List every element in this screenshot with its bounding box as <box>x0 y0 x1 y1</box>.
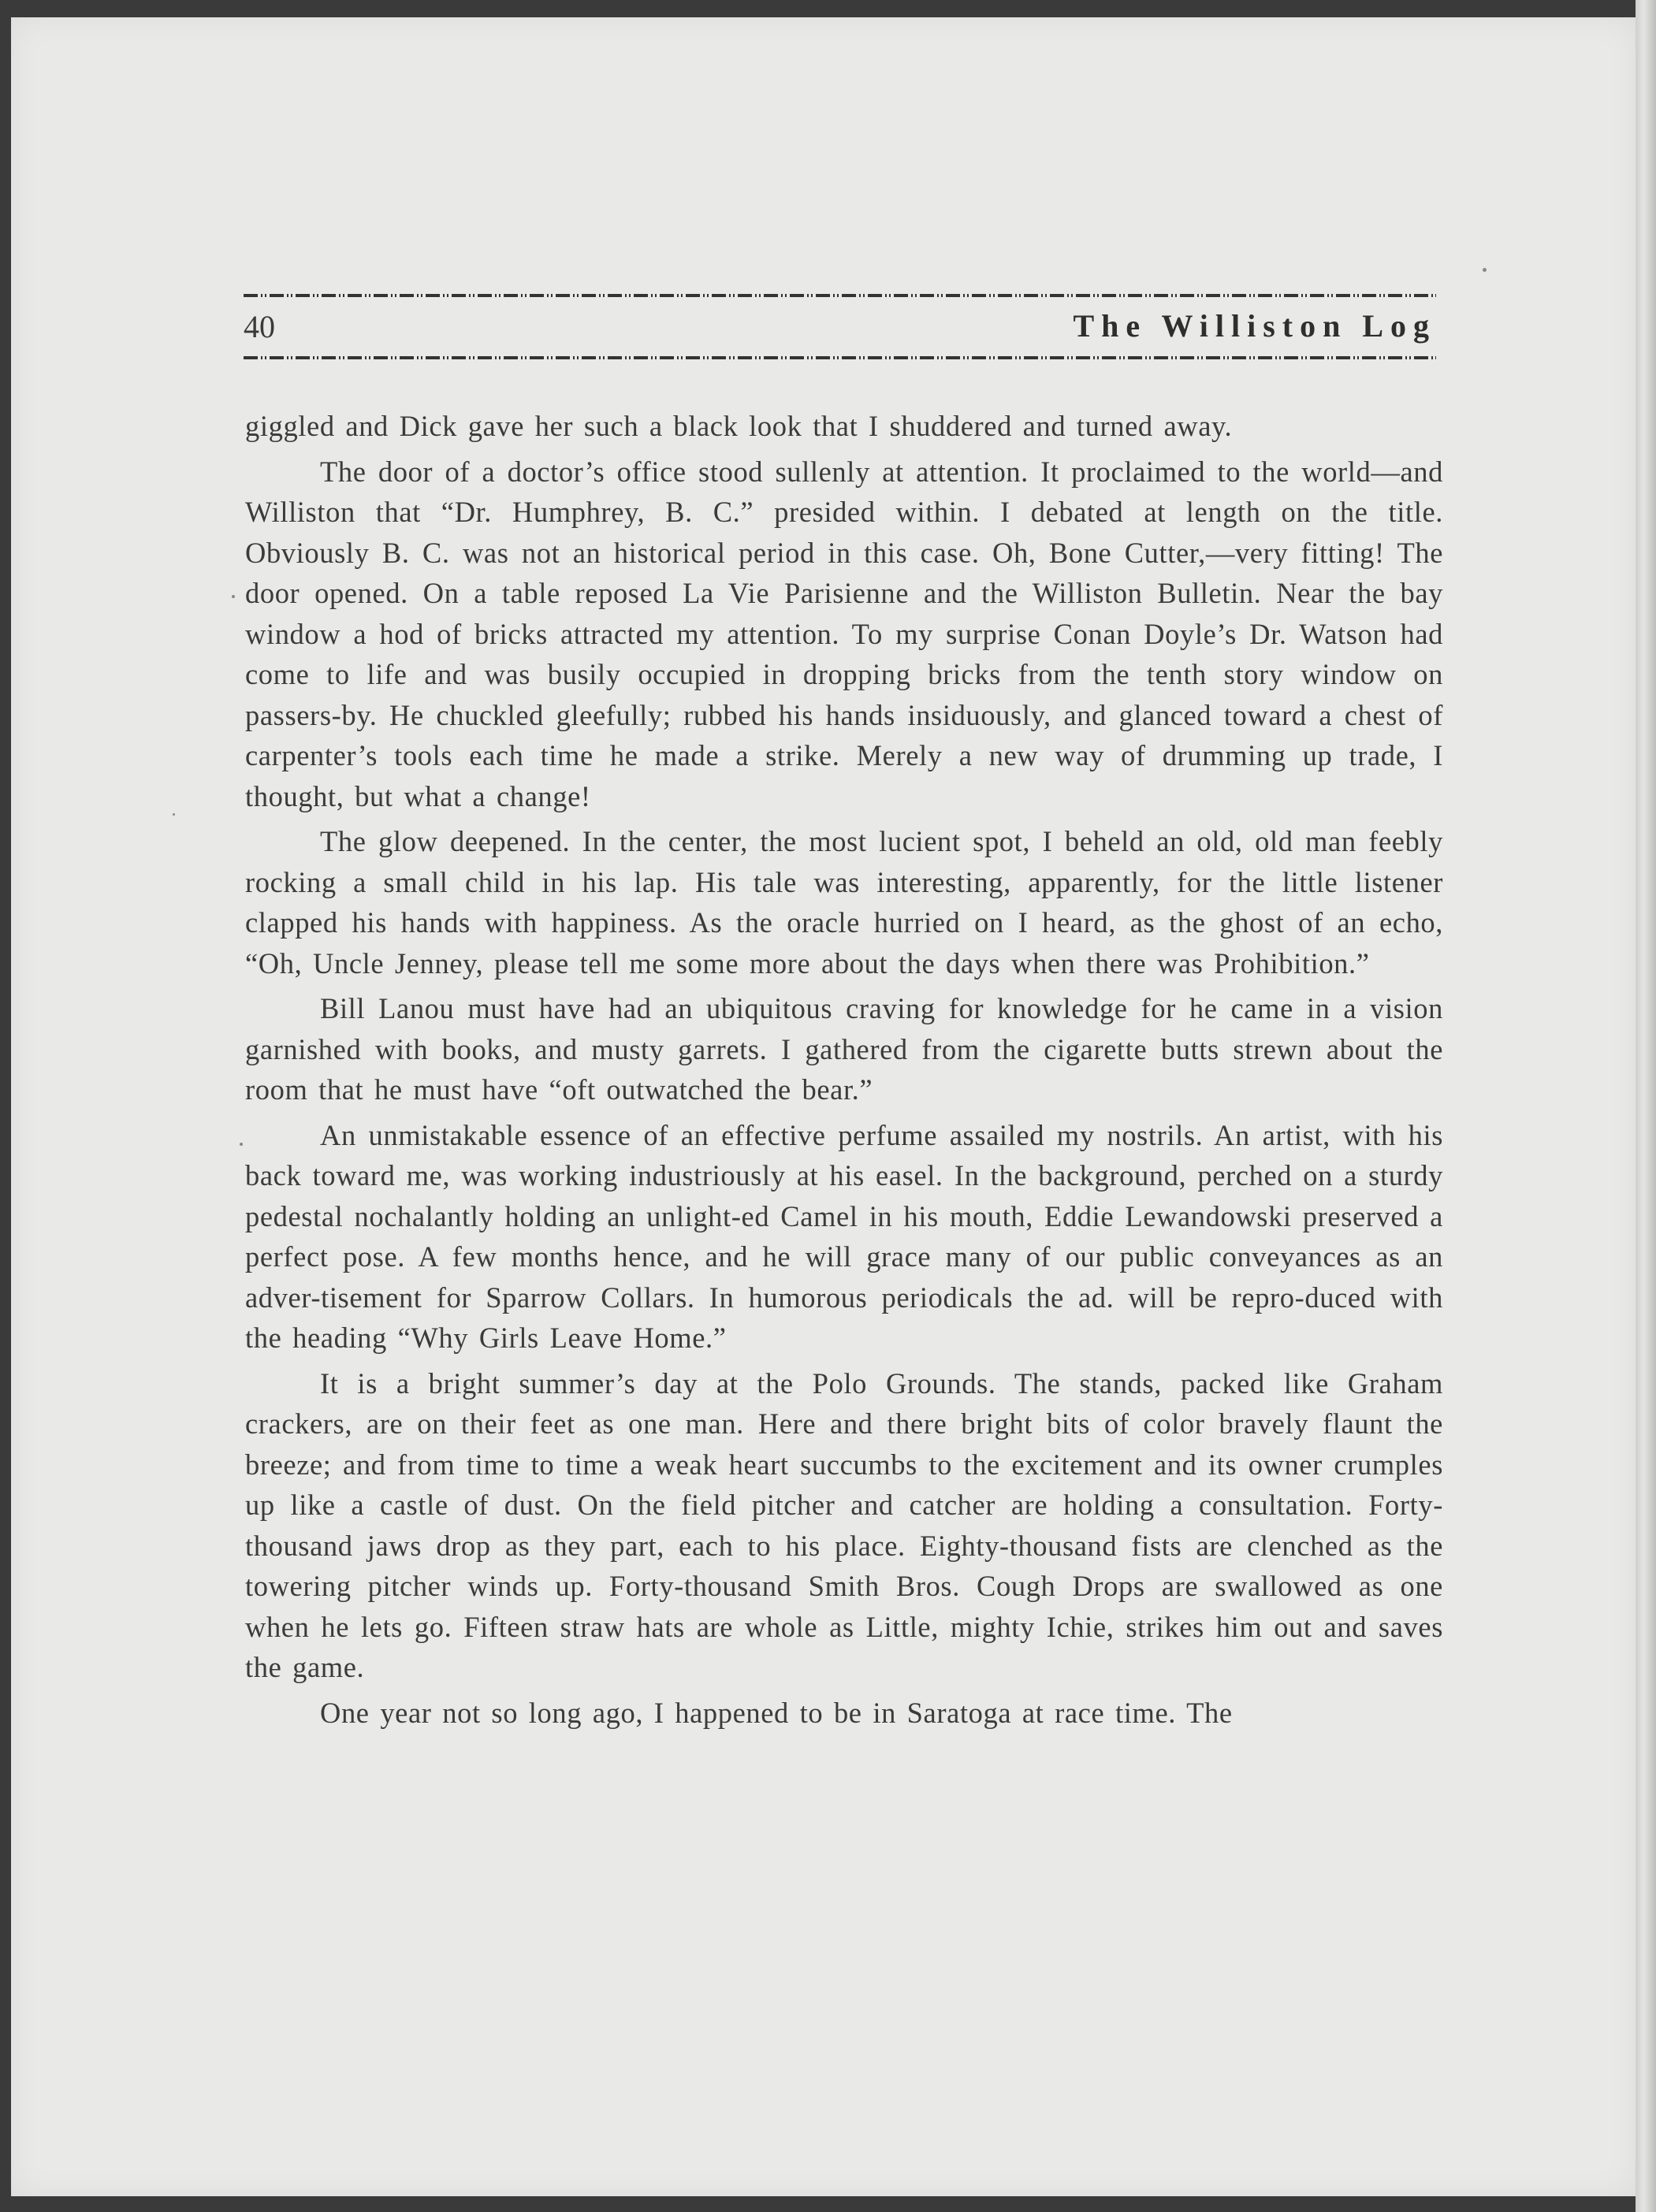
page-edge <box>1636 0 1656 2212</box>
paper-speck <box>232 595 235 598</box>
paragraph: The glow deepened. In the center, the most lucient spot, I beheld an old, old man feebly rocking a small child in his lap. His tale was interesting, apparently, for the little listener clapped his hands with happiness. As the oracle hurried on I heard, as the ghost of an echo, “Oh, Uncle Jenney, please tell me some more about the days when there was Prohibition.” <box>245 825 1443 980</box>
header-rule-top <box>244 292 1436 299</box>
paper-speck <box>1483 268 1487 272</box>
paragraph: Bill Lanou must have had an ubiquitous craving for knowledge for he came in a vision garnished with books, and musty garrets. I gathered from the cigarette butts strewn about the room that he must have “oft outwatched the bear.” <box>245 992 1443 1106</box>
running-header <box>244 284 1436 371</box>
article-body <box>245 406 1443 1733</box>
running-title: The Williston Log <box>1073 308 1436 344</box>
paragraph: An unmistakable essence of an effective perfume assailed my nostrils. An artist, with his back toward me, was working industriously at his easel. In the background, perched on a sturdy pedestal nochalantly holding an unlight-ed Camel in his mouth, Eddie Lewandowski preserved a perfect pose. A few months hence, and he will grace many of our public conveyances as an adver-tisement for Sparrow Collars. In humorous periodicals the ad. will be repro-duced with the heading “Why Girls Leave Home.” <box>245 1118 1443 1354</box>
paragraph: It is a bright summer’s day at the Polo Grounds. The stands, packed like Graham crackers, are on their feet as one man. Here and there bright bits of color bravely flaunt the breeze; and from time to time a weak heart succumbs to the excitement and its owner crumples up like a castle of dust. On the field pitcher and catcher are holding a consultation. Forty-thousand jaws drop as they part, each to his place. Eighty-thousand fists are clenched as the towering pitcher winds up. Forty-thousand Smith Bros. Cough Drops are swallowed as one when he lets go. Fifteen straw hats are whole as Little, mighty Ichie, strikes him out and saves the game. <box>245 1366 1443 1683</box>
paragraph: The door of a doctor’s office stood sullenly at attention. It proclaimed to the world—and Williston that “Dr. Humphrey, B. C.” presided within. I debated at length on the title. Obviously B. C. was not an historical period in this case. Oh, Bone Cutter,—very fitting! The door opened. On a table reposed La Vie Parisienne and the Williston Bulletin. Near the bay window a hod of bricks attracted my attention. To my surprise Conan Doyle’s Dr. Watson had come to life and was busily occupied in dropping bricks from the tenth story window on passers-by. He chuckled gleefully; rubbed his hands insiduously, and glanced toward a chest of carpenter’s tools each time he made a strike. Merely a new way of drumming up trade, I thought, but what a change! <box>245 455 1443 812</box>
paragraph: One year not so long ago, I happened to be in Saratoga at race time. The <box>320 1696 1233 1729</box>
paper-speck <box>173 813 175 816</box>
paper-speck <box>240 1143 243 1146</box>
header-rule-bottom <box>244 355 1436 361</box>
page-number: 40 <box>244 309 275 344</box>
paragraph: giggled and Dick gave her such a black look that I shuddered and turned away. <box>245 410 1233 442</box>
